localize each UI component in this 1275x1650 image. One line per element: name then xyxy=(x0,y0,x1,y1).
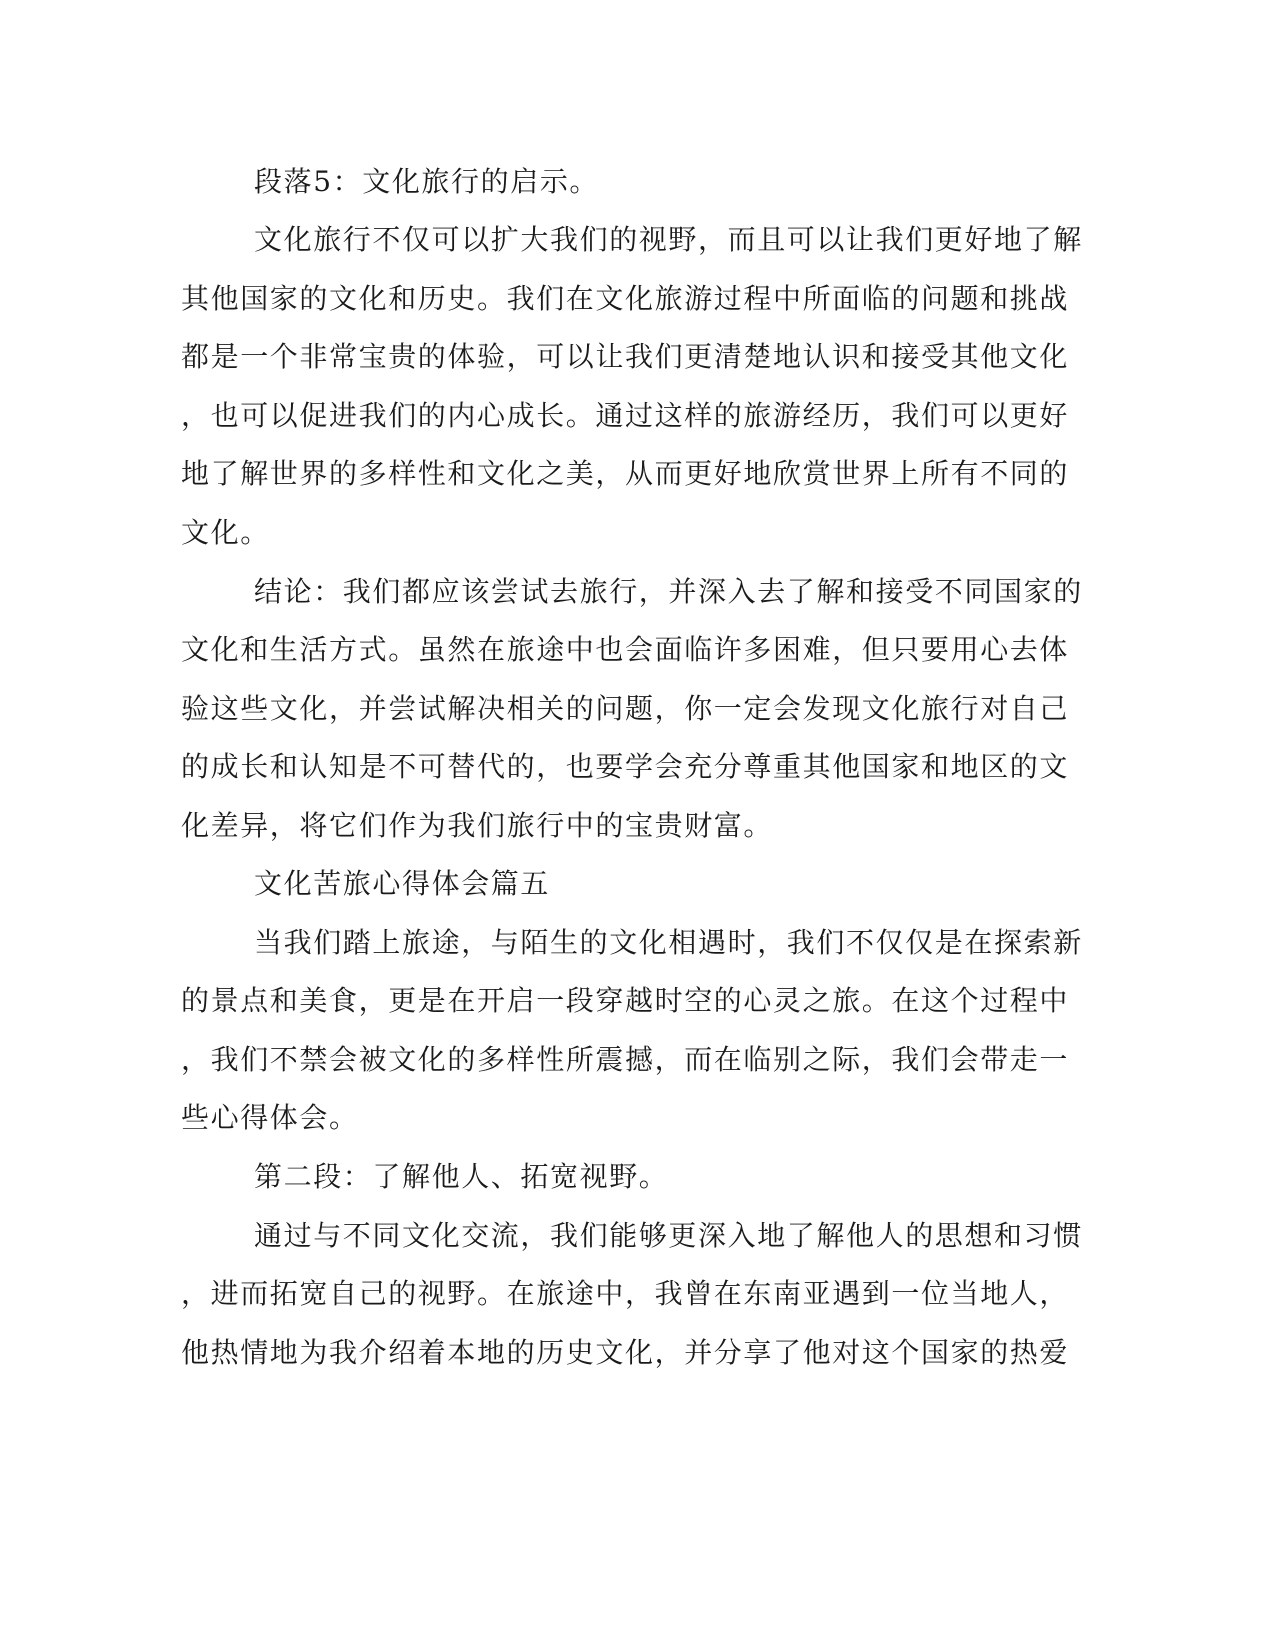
text-line: 都是一个非常宝贵的体验，可以让我们更清楚地认识和接受其他文化 xyxy=(181,340,1070,373)
text-line: 些心得体会。 xyxy=(181,1101,359,1134)
text-line: 他热情地为我介绍着本地的历史文化，并分享了他对这个国家的热爱 xyxy=(181,1336,1070,1369)
text-line: 当我们踏上旅途，与陌生的文化相遇时，我们不仅仅是在探索新 xyxy=(254,926,1083,959)
text-line: ，我们不禁会被文化的多样性所震撼，而在临别之际，我们会带走一 xyxy=(181,1043,1070,1076)
text-line: 结论：我们都应该尝试去旅行，并深入去了解和接受不同国家的 xyxy=(254,575,1083,608)
text-line: 文化和生活方式。虽然在旅途中也会面临许多困难，但只要用心去体 xyxy=(181,633,1070,666)
text-line: 的成长和认知是不可替代的，也要学会充分尊重其他国家和地区的文 xyxy=(181,750,1070,783)
text-line: 通过与不同文化交流，我们能够更深入地了解他人的思想和习惯 xyxy=(254,1219,1083,1252)
text-line: 化差异，将它们作为我们旅行中的宝贵财富。 xyxy=(181,809,774,842)
section-title: 文化苦旅心得体会篇五 xyxy=(254,867,551,900)
text-line: ，也可以促进我们的内心成长。通过这样的旅游经历，我们可以更好 xyxy=(181,399,1070,432)
text-line: 文化旅行不仅可以扩大我们的视野，而且可以让我们更好地了解 xyxy=(254,223,1083,256)
paragraph-heading: 第二段：了解他人、拓宽视野。 xyxy=(254,1160,669,1193)
text-line: 其他国家的文化和历史。我们在文化旅游过程中所面临的问题和挑战 xyxy=(181,282,1070,315)
text-line: 文化。 xyxy=(181,516,270,549)
text-line: 验这些文化，并尝试解决相关的问题，你一定会发现文化旅行对自己 xyxy=(181,692,1070,725)
text-line: 地了解世界的多样性和文化之美，从而更好地欣赏世界上所有不同的 xyxy=(181,457,1070,490)
paragraph-heading: 段落5：文化旅行的启示。 xyxy=(254,165,600,198)
text-line: ，进而拓宽自己的视野。在旅途中，我曾在东南亚遇到一位当地人， xyxy=(181,1277,1070,1310)
text-line: 的景点和美食，更是在开启一段穿越时空的心灵之旅。在这个过程中 xyxy=(181,984,1070,1017)
